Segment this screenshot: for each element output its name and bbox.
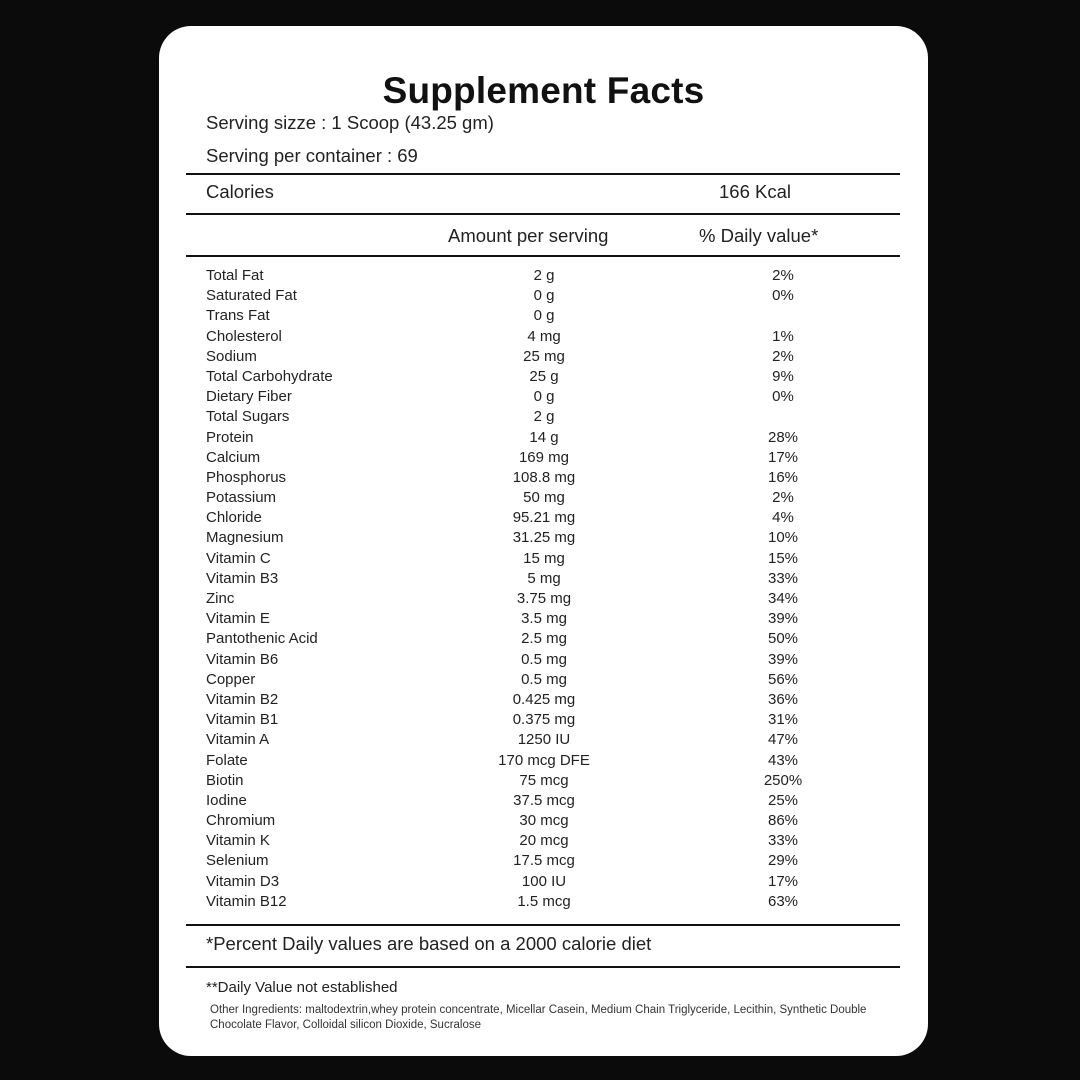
nutrient-amount: 2 g	[533, 267, 555, 284]
nutrient-name: Folate	[206, 751, 248, 769]
column-header-amount: Amount per serving	[448, 225, 609, 246]
table-row	[159, 629, 928, 649]
nutrient-amount: 3.5 mg	[521, 610, 567, 628]
nutrient-daily-value: 17%	[767, 448, 799, 466]
nutrient-amount: 37.5 mcg	[513, 791, 575, 809]
nutrient-amount: 75 mcg	[519, 771, 569, 789]
divider-table-end	[186, 924, 900, 926]
other-ingredients: Other Ingredients: maltodextrin,whey protein concentrate, Micellar Casein, Medium Chain Triglyceride, Lecithin, Synthetic Double Chocolate Flavor, Colloidal silicon Dioxide, Sucralose	[210, 1004, 867, 1031]
nutrient-daily-value: 56%	[767, 670, 799, 688]
nutrient-name: Vitamin C	[206, 549, 271, 567]
nutrient-name: Vitamin B1	[206, 711, 279, 729]
table-row	[159, 751, 928, 771]
nutrient-daily-value: 31%	[767, 711, 799, 729]
nutrient-daily-value: 0%	[772, 287, 794, 305]
divider-header	[186, 255, 900, 257]
nutrient-name: Total Fat	[206, 267, 264, 284]
nutrient-daily-value: 50%	[767, 630, 799, 648]
nutrient-name: Calcium	[206, 448, 261, 466]
nutrient-amount: 2.5 mg	[521, 630, 567, 648]
table-row	[159, 710, 928, 730]
nutrient-name: Vitamin B6	[206, 650, 279, 668]
daily-value-footnote: *Percent Daily values are based on a 2000 calorie diet	[206, 933, 652, 954]
table-row	[159, 831, 928, 851]
nutrient-daily-value: 43%	[767, 751, 799, 769]
nutrient-daily-value: 33%	[767, 569, 799, 587]
table-row	[159, 569, 928, 589]
table-row	[159, 387, 928, 407]
servings-per-container: Serving per container : 69	[206, 145, 418, 166]
table-row	[159, 609, 928, 629]
nutrient-daily-value: 250%	[763, 771, 803, 789]
table-row	[159, 791, 928, 811]
nutrient-daily-value: 63%	[767, 892, 799, 910]
nutrient-amount: 20 mcg	[519, 832, 569, 850]
nutrient-amount: 14 g	[529, 428, 559, 446]
nutrient-daily-value: 10%	[767, 529, 799, 547]
table-row	[159, 468, 928, 488]
nutrient-name: Biotin	[206, 771, 244, 789]
divider-top	[186, 173, 900, 175]
nutrient-name: Cholesterol	[206, 327, 282, 345]
table-row	[159, 811, 928, 831]
table-row	[159, 851, 928, 871]
nutrient-amount: 5 mg	[527, 569, 561, 587]
nutrient-amount: 0.5 mg	[521, 650, 567, 668]
nutrient-daily-value: 2%	[772, 267, 794, 284]
nutrient-amount: 15 mg	[523, 549, 565, 567]
nutrient-name: Trans Fat	[206, 307, 270, 325]
nutrient-name: Magnesium	[206, 529, 284, 547]
nutrient-name: Copper	[206, 670, 256, 688]
table-row	[159, 872, 928, 892]
nutrient-name: Iodine	[206, 791, 247, 809]
serving-size: Serving sizze : 1 Scoop (43.25 gm)	[206, 112, 494, 133]
table-row	[159, 448, 928, 468]
table-row	[159, 771, 928, 791]
calories-value: 166 Kcal	[719, 181, 791, 202]
nutrient-amount: 3.75 mg	[516, 590, 572, 607]
nutrient-daily-value: 2%	[772, 347, 794, 365]
nutrient-daily-value: 15%	[767, 549, 799, 567]
table-row	[159, 407, 928, 427]
nutrient-daily-value: 0%	[772, 388, 794, 406]
table-row	[159, 306, 928, 326]
nutrient-amount: 0 g	[533, 388, 555, 406]
divider-footnote	[186, 966, 900, 968]
page-title: Supplement Facts	[382, 70, 705, 111]
nutrient-name: Vitamin E	[206, 610, 270, 628]
supplement-facts-card	[159, 26, 928, 1056]
divider-calories	[186, 213, 900, 215]
nutrient-amount: 4 mg	[527, 327, 561, 345]
nutrient-name: Pantothenic Acid	[206, 630, 318, 648]
nutrient-name: Saturated Fat	[206, 287, 297, 305]
nutrient-name: Vitamin K	[206, 832, 270, 850]
table-row	[159, 327, 928, 347]
nutrient-name: Vitamin B2	[206, 690, 279, 708]
table-row	[159, 650, 928, 670]
table-row	[159, 892, 928, 912]
nutrient-amount: 100 IU	[521, 872, 567, 890]
nutrient-amount: 0 g	[533, 307, 555, 325]
nutrient-daily-value: 16%	[767, 468, 799, 486]
nutrient-name: Sodium	[206, 347, 257, 365]
nutrient-name: Dietary Fiber	[206, 388, 292, 406]
nutrient-daily-value: 33%	[767, 832, 799, 850]
nutrient-daily-value: 29%	[767, 852, 799, 870]
nutrient-name: Zinc	[206, 590, 235, 607]
nutrient-amount: 2 g	[533, 408, 555, 426]
nutrient-daily-value: 36%	[767, 690, 799, 708]
nutrient-daily-value: 39%	[767, 650, 799, 668]
nutrient-name: Chloride	[206, 509, 262, 527]
nutrient-amount: 0.5 mg	[521, 670, 567, 688]
nutrient-amount: 1250 IU	[517, 731, 571, 749]
nutrient-daily-value: 25%	[767, 791, 799, 809]
nutrient-name: Selenium	[206, 852, 269, 870]
nutrient-amount: 95.21 mg	[512, 509, 576, 527]
nutrient-amount: 1.5 mcg	[517, 892, 571, 910]
nutrient-name: Vitamin A	[206, 731, 270, 749]
nutrient-name: Total Sugars	[206, 408, 290, 426]
nutrient-amount: 30 mcg	[519, 812, 569, 830]
not-established-footnote: **Daily Value not established	[206, 979, 398, 996]
nutrient-amount: 0.425 mg	[512, 690, 576, 708]
nutrient-amount: 0 g	[533, 287, 555, 305]
nutrient-name: Total Carbohydrate	[206, 367, 333, 385]
nutrient-amount: 108.8 mg	[512, 468, 576, 486]
nutrient-table	[159, 266, 928, 912]
nutrient-name: Vitamin D3	[206, 872, 280, 890]
nutrient-daily-value: 9%	[772, 367, 794, 385]
table-row	[159, 488, 928, 508]
table-row	[159, 347, 928, 367]
nutrient-amount: 25 mg	[523, 347, 565, 365]
table-row	[159, 428, 928, 448]
nutrient-daily-value: 2%	[772, 489, 794, 507]
table-row	[159, 508, 928, 528]
table-row	[159, 730, 928, 750]
table-row	[159, 367, 928, 387]
nutrient-name: Chromium	[206, 812, 276, 830]
table-row	[159, 670, 928, 690]
nutrient-daily-value: 17%	[767, 872, 799, 890]
nutrient-daily-value: 47%	[767, 731, 799, 749]
nutrient-name: Vitamin B12	[206, 892, 287, 910]
nutrient-amount: 31.25 mg	[512, 529, 576, 547]
table-row	[159, 549, 928, 569]
table-row	[159, 286, 928, 306]
nutrient-daily-value: 1%	[772, 327, 794, 345]
nutrient-daily-value: 4%	[772, 509, 794, 527]
nutrient-amount: 0.375 mg	[512, 711, 576, 729]
nutrient-name: Vitamin B3	[206, 569, 279, 587]
nutrient-name: Phosphorus	[206, 468, 287, 486]
nutrient-amount: 170 mcg DFE	[498, 751, 590, 769]
nutrient-amount: 17.5 mcg	[513, 852, 575, 870]
table-row	[159, 589, 928, 609]
table-row	[159, 690, 928, 710]
nutrient-name: Potassium	[206, 489, 277, 507]
nutrient-amount: 169 mg	[518, 448, 570, 466]
nutrient-daily-value: 86%	[767, 812, 799, 830]
nutrient-name: Protein	[206, 428, 254, 446]
nutrient-daily-value: 34%	[767, 590, 799, 607]
nutrient-daily-value: 39%	[767, 610, 799, 628]
table-row	[159, 266, 928, 286]
nutrient-daily-value: 28%	[767, 428, 799, 446]
nutrient-amount: 50 mg	[523, 489, 565, 507]
calories-label: Calories	[206, 181, 274, 202]
nutrient-amount: 25 g	[529, 367, 559, 385]
column-header-daily-value: % Daily value*	[699, 225, 819, 246]
table-row	[159, 528, 928, 548]
